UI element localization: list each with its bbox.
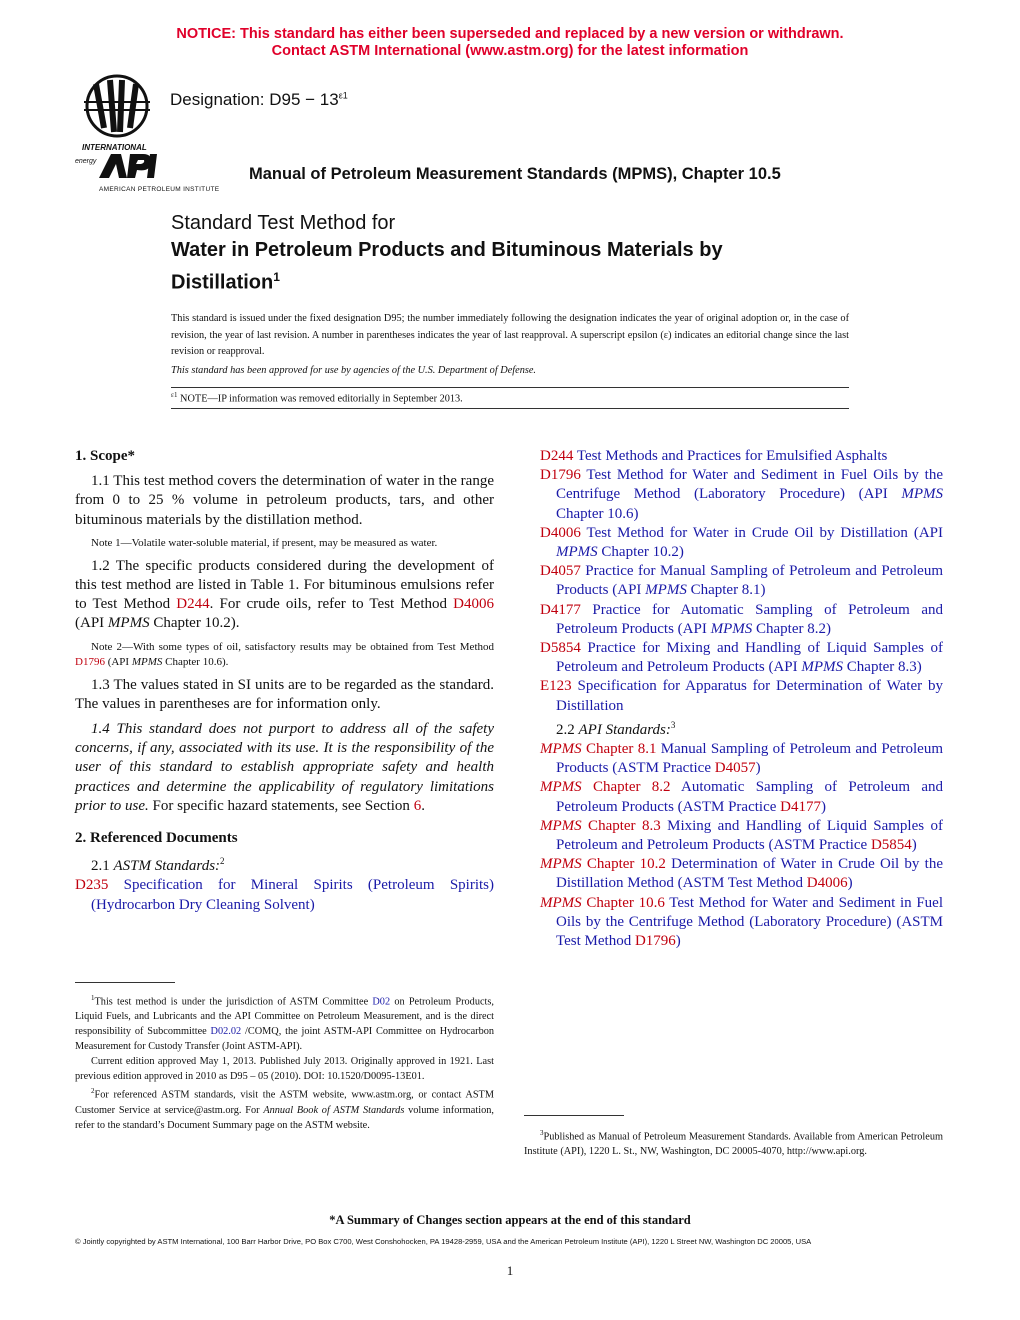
mpms-italic[interactable]: MPMS (556, 544, 598, 561)
para-1-2-text: . For crude oils, refer to Test Method (209, 596, 454, 613)
note-2-text: (API (104, 655, 132, 668)
mpms-chapter-link[interactable]: Chapter 8.3 (581, 817, 661, 834)
astm-logo (70, 72, 165, 152)
ref-code-link[interactable]: D4177 (540, 601, 581, 618)
footnote-1 (75, 991, 494, 1054)
ref-item (540, 466, 943, 524)
link-section-6[interactable]: 6 (413, 797, 422, 814)
mpms-chapter-link[interactable]: MPMS (540, 779, 582, 796)
astm-standards-label: ASTM Standards: (113, 858, 221, 875)
mpms-chapter-link[interactable]: Chapter 10.2 (581, 856, 666, 873)
ref-item (540, 447, 943, 466)
api-logo-caption: AMERICAN PETROLEUM INSTITUTE (99, 186, 220, 193)
note-2-text: Note 2—With some types of oil, satisfactory results may be obtained from Test Method (91, 640, 494, 653)
divider (171, 387, 849, 388)
safety-italic: 1.4 This standard does not purport to address all of the safety concerns, if any, associated with its use. It is the responsibility of the user of this standard to establish appropriate safety and health practices and determine the applicability of regulatory limitations prior to use. (75, 721, 494, 814)
designation (170, 90, 348, 110)
notice-line-2: Contact ASTM International (www.astm.org) for the latest information (271, 43, 749, 59)
ref-title[interactable]: Chapter 8.3) (843, 659, 922, 676)
ref-code-link[interactable]: D1796 (634, 933, 676, 950)
link-d1796[interactable]: D1796 (75, 655, 105, 668)
mpms-italic: MPMS (131, 655, 163, 668)
ref-code-link[interactable]: D4057 (540, 563, 581, 580)
api-ref-title[interactable]: ) (675, 933, 681, 950)
mpms-italic[interactable]: MPMS (710, 620, 753, 637)
mpms-chapter-link[interactable]: MPMS (540, 894, 582, 911)
footnote-2 (75, 1084, 494, 1132)
dod-approval: This standard has been approved for use by agencies of the U.S. Department of Defense. (171, 365, 537, 376)
ref-title[interactable]: Practice for Automatic Sampling of Petroleum and Petroleum Products (API (556, 601, 943, 637)
ref-title[interactable]: Test Method for Water and Sediment in Fuel Oils by the Centrifuge Method (Laboratory Procedure) (API (556, 467, 943, 503)
note-2-text: Chapter 10.6). (162, 655, 229, 668)
ref-code-link[interactable]: D4057 (714, 760, 756, 777)
para-1-4 (75, 720, 494, 816)
para-1-4-text: For specific hazard statements, see Section (148, 797, 414, 814)
api-ref-item (540, 855, 943, 893)
footnotes-left (75, 991, 494, 1133)
para-2-2 (540, 716, 943, 740)
mpms-italic[interactable]: MPMS (801, 659, 844, 676)
footnote-ref-3: 3 (670, 719, 676, 730)
ref-code-link[interactable]: D4006 (806, 875, 848, 892)
footnote-2-mark: 2 (91, 1087, 95, 1096)
ref-title[interactable]: Specification for Apparatus for Determination of Water by Distillation (556, 678, 943, 714)
astm-logo-caption: INTERNATIONAL (82, 143, 147, 152)
link-d02-02[interactable]: D02.02 (210, 1026, 242, 1038)
api-ref-title[interactable]: ) (755, 760, 761, 777)
ref-d235-title[interactable]: Specification for Mineral Spirits (Petroleum Spirits) (Hydrocarbon Dry Cleaning Solvent) (91, 877, 494, 913)
api-ref-title[interactable]: Determination of Water in Crude Oil by the Distillation Method (ASTM Test Method (556, 856, 943, 892)
mpms-chapter-link[interactable]: Chapter 8.1 (581, 741, 657, 758)
divider (171, 408, 849, 409)
right-column (540, 447, 943, 951)
api-ref-title[interactable]: Manual Sampling of Petroleum and Petroleum Products (ASTM Practice (556, 741, 943, 777)
ref-title[interactable]: Test Method for Water in Crude Oil by Distillation (API (580, 524, 943, 541)
withdrawal-notice (0, 26, 1020, 60)
mpms-chapter-link[interactable]: Chapter 10.6 (581, 894, 665, 911)
api-ref-title[interactable]: ) (820, 798, 826, 815)
ref-code-link[interactable]: D1796 (540, 467, 581, 484)
api-ref-item (540, 817, 943, 855)
footnote-2-text: For referenced ASTM standards, visit the ASTM website, www.astm.org, or contact ASTM Customer Service at service@astm.org. For (75, 1089, 494, 1116)
api-ref-title[interactable]: Mixing and Handling of Liquid Samples of Petroleum and Petroleum Products (ASTM Practice (556, 817, 943, 854)
api-ref-item (540, 894, 943, 952)
api-ref-title[interactable]: ) (911, 837, 917, 854)
para-2-2-num: 2.2 (556, 721, 579, 738)
ref-title[interactable]: Chapter 8.1) (686, 582, 766, 599)
document-title (171, 210, 851, 297)
ref-item (540, 677, 943, 715)
api-ref-item (540, 778, 943, 816)
designation-sup: ε1 (338, 90, 348, 101)
mpms-italic[interactable]: MPMS (901, 486, 943, 503)
ref-title[interactable]: Chapter 8.2) (752, 620, 831, 637)
mpms-chapter-link[interactable]: MPMS (540, 741, 582, 758)
note-2 (75, 640, 494, 670)
footnote-1-text: on Petroleum Products, Liquid Fuels, and Lubricants and the API Committee on Petroleum Measurement, and is the direct responsibility of Subcommittee (75, 996, 494, 1038)
ref-d235 (75, 876, 494, 914)
summary-of-changes-note: *A Summary of Changes section appears at the end of this standard (329, 1213, 691, 1227)
ref-item (540, 601, 943, 639)
footnote-divider (524, 1115, 624, 1116)
footnote-1-text: /COMQ, the joint ASTM-API Committee on Hydrocarbon Measurement for Custody Transfer (Joint ASTM-API). (75, 1026, 495, 1053)
para-1-2-text: Chapter 10.2). (149, 615, 240, 632)
link-d4006[interactable]: D4006 (453, 596, 494, 613)
ref-code-link[interactable]: D244 (540, 448, 574, 464)
ref-title[interactable]: Test Methods and Practices for Emulsified Asphalts (573, 448, 888, 464)
ref-code-link[interactable]: E123 (540, 678, 572, 695)
footnote-1-approval: Current edition approved May 1, 2013. Published July 2013. Originally approved in 1921. Last previous edition approved in 2010 as D95 – 05 (2010). DOI: 10.1520/D0095-13E01. (75, 1056, 494, 1083)
eps-text: NOTE—IP information was removed editorially in September 2013. (177, 393, 463, 405)
ref-code-link[interactable]: D5854 (540, 640, 581, 657)
left-column (75, 447, 494, 915)
api-energy-text: energy (75, 158, 97, 165)
title-line-1: Standard Test Method for (171, 212, 396, 234)
footnote-divider (75, 982, 175, 983)
para-1-2-text: (API (75, 615, 108, 632)
para-1-2-text: 1.2 The specific products considered during the development of this test method are listed in Table 1. For bituminous emulsions refer to Test Method (75, 557, 494, 613)
ref-code-link[interactable]: D5854 (870, 837, 912, 854)
footnote-3-mark: 3 (540, 1129, 544, 1137)
ref-code-link[interactable]: D4006 (540, 524, 581, 541)
para-2-1 (75, 852, 494, 876)
mpms-chapter-link[interactable]: MPMS (540, 817, 582, 834)
mpms-chapter-title: Manual of Petroleum Measurement Standards (MPMS), Chapter 10.5 (249, 165, 781, 183)
note-1: Note 1—Volatile water-soluble material, if present, may be measured as water. (91, 536, 438, 549)
mpms-italic[interactable]: MPMS (645, 582, 687, 599)
para-1-2 (75, 557, 494, 634)
ref-title[interactable]: Chapter 10.6) (556, 505, 639, 522)
api-reference-list (540, 740, 943, 951)
api-ref-item (540, 740, 943, 778)
scope-heading: 1. Scope* (75, 448, 135, 464)
para-1-4-text: . (421, 797, 425, 814)
mpms-chapter-link[interactable]: Chapter 8.2 (581, 779, 671, 796)
api-ref-title[interactable]: Automatic Sampling of Petroleum and Petroleum Products (ASTM Practice (556, 779, 943, 815)
api-logo-mark (97, 152, 157, 180)
link-d02[interactable]: D02 (372, 996, 391, 1008)
eps-sup: ε1 (171, 391, 178, 399)
referenced-docs-heading: 2. Referenced Documents (75, 830, 238, 847)
ref-title[interactable]: Practice for Mixing and Handling of Liquid Samples of Petroleum and Petroleum Products (API (556, 640, 943, 676)
page-number: 1 (506, 1263, 514, 1278)
link-d235[interactable]: D235 (75, 877, 109, 894)
api-ref-title[interactable]: ) (847, 875, 853, 892)
designation-label: Designation: D95 − 13 (170, 90, 339, 109)
ref-item (540, 524, 943, 562)
title-sup: 1 (273, 270, 280, 284)
footnote-2-text: volume information, refer to the standard’s Document Summary page on the ASTM website. (75, 1104, 494, 1131)
para-1-3: 1.3 The values stated in SI units are to be regarded as the standard. The values in parentheses are for information only. (75, 676, 494, 712)
ref-title[interactable]: Practice for Manual Sampling of Petroleum and Petroleum Products (API (556, 563, 943, 599)
footnote-2-italic: Annual Book of ASTM Standards (263, 1104, 405, 1116)
footnote-ref-2: 2 (220, 856, 225, 867)
title-line-3: Distillation (171, 271, 274, 294)
footnote-1-mark: 1 (91, 994, 95, 1002)
astm-reference-list (540, 447, 943, 716)
title-line-2: Water in Petroleum Products and Bituminous Materials by (171, 239, 723, 261)
footnote-3 (524, 1126, 943, 1159)
link-d244[interactable]: D244 (176, 596, 210, 613)
notice-line-1: NOTICE: This standard has either been superseded and replaced by a new version or withdrawn. (176, 26, 844, 42)
ref-item (540, 639, 943, 677)
footnote-1-text: This test method is under the jurisdiction of ASTM Committee (94, 996, 373, 1008)
editorial-note (171, 391, 463, 404)
mpms-italic: MPMS (107, 615, 150, 632)
issuance-statement: This standard is issued under the fixed designation D95; the number immediately following the designation indicates the year of original adoption or, in the case of revision, the year of last revision. A number in parentheses indicates the year of last reapproval. A superscript epsilon (ε) indicates an editorial change since the last revision or reapproval. (171, 313, 849, 357)
mpms-chapter-link[interactable]: MPMS (540, 856, 582, 873)
astm-logo-mark (70, 72, 165, 140)
ref-code-link[interactable]: D4177 (780, 798, 821, 815)
api-logo (75, 152, 255, 196)
ref-title[interactable]: Chapter 10.2) (597, 544, 684, 561)
api-standards-label: API Standards: (578, 721, 671, 738)
ref-item (540, 562, 943, 600)
para-1-1: 1.1 This test method covers the determination of water in the range from 0 to 25 % volume in petroleum products, tars, and other bituminous materials by the distillation method. (75, 473, 494, 528)
para-2-1-num: 2.1 (91, 858, 114, 875)
api-ref-title[interactable]: Test Method for Water and Sediment in Fuel Oils by the Centrifuge Method (Laboratory Procedure) (ASTM Test Method (556, 894, 944, 950)
copyright-line: © Jointly copyrighted by ASTM International, 100 Barr Harbor Drive, PO Box C700, West Conshohocken, PA 19428-2959, USA and the American Petroleum Institute (API), 1220 L Street NW, Washington DC 20005, USA (75, 1237, 812, 1246)
footnote-3-text: Published as Manual of Petroleum Measurement Standards. Available from American Petroleum Institute (API), 1220 L. St., NW, Washington, DC 20005-4070, http://www.api.org. (524, 1131, 943, 1158)
